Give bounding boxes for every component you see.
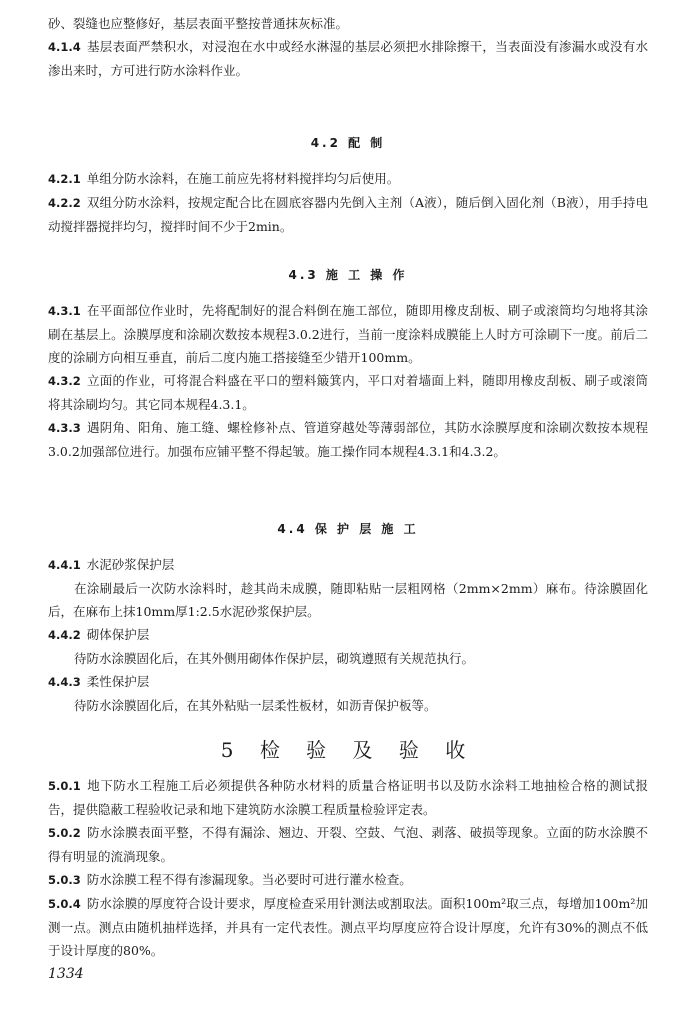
section-4-1-tail [48, 12, 648, 82]
clause-text: 防水涂膜工程不得有渗漏现象。当必要时可进行灌水检查。 [86, 872, 412, 887]
clause-number: 4.3.2 [48, 374, 81, 388]
clause-text: 待防水涂膜固化后，在其外侧用砌体作保护层，砌筑遵照有关规范执行。 [74, 651, 475, 666]
clause-text: 待防水涂膜固化后，在其外粘贴一层柔性板材，如沥青保护板等。 [74, 698, 437, 713]
clause-4-4-2-title [48, 623, 648, 647]
clause-4-1-4 [48, 35, 648, 82]
section-heading: 4.4 保 护 层 施 工 [277, 522, 419, 536]
clause-4-4-3-title [48, 670, 648, 694]
clause-number: 4.1.4 [48, 40, 81, 54]
clause-text: 在涂刷最后一次防水涂料时，趁其尚未成膜，随即粘贴一层粗网格（2mm×2mm）麻布。待涂膜固化后，在麻布上抹10mm厚1:2.5水泥砂浆保护层。 [48, 581, 648, 619]
clause-text: 防水涂膜表面平整，不得有漏涂、翘边、开裂、空鼓、气泡、剥落、破损等现象。立面的防水涂膜不得有明显的流淌现象。 [48, 825, 648, 864]
clause-text: 双组分防水涂料，按规定配合比在圆底容器内先倒入主剂（A液），随后倒入固化剂（B液），用手持电动搅拌器搅拌均匀，搅拌时间不少于2min。 [48, 195, 648, 234]
clause-number: 4.3.1 [48, 304, 81, 318]
clause-number: 4.4.3 [48, 675, 81, 689]
clause-number: 4.4.1 [48, 558, 81, 572]
clause-5-0-1 [48, 774, 648, 821]
clause-4-3-1 [48, 299, 648, 369]
clause-text: 地下防水工程施工后必须提供各种防水材料的质量合格证明书以及防水涂料工地抽检合格的测试报告，提供隐蔽工程验收记录和地下建筑防水涂膜工程质量检验评定表。 [48, 778, 648, 817]
clause-5-0-4 [48, 892, 648, 962]
clause-text: 在平面部位作业时，先将配制好的混合料倒在施工部位，随即用橡皮刮板、刷子或滚筒均匀地将其涂刷在基层上。涂膜厚度和涂刷次数按本规程3.0.2进行，当前一度涂料成膜能上人时方可涂刷下一度。前后二度的涂刷方向相互垂直，前后二度内施工搭接缝至少错开100mm。 [48, 303, 648, 365]
clause-4-2-1 [48, 167, 648, 191]
clause-4-4-1-title [48, 553, 648, 577]
section-5-0 [48, 774, 648, 962]
section-4-3 [48, 264, 648, 463]
clause-title: 柔性保护层 [86, 674, 150, 689]
clause-number: 4.2.1 [48, 172, 81, 186]
clause-text: 立面的作业，可将混合料盛在平口的塑料簸箕内，平口对着墙面上料，随即用橡皮刮板、刷子或滚筒将其涂刷均匀。其它同本规程4.3.1。 [48, 373, 648, 412]
clause-text: 单组分防水涂料，在施工前应先将材料搅拌均匀后使用。 [86, 171, 400, 186]
section-heading: 4.2 配 制 [310, 136, 386, 150]
clause-number: 4.4.2 [48, 628, 81, 642]
section-4-4 [48, 518, 648, 717]
section-4-2 [48, 132, 648, 238]
clause-number: 4.2.2 [48, 196, 81, 210]
clause-text: 防水涂膜的厚度符合设计要求，厚度检查采用针测法或割取法。面积100m²取三点，每增加100m²加测一点。测点由随机抽样选择，并具有一定代表性。测点平均厚度应符合设计厚度，允许有30%的测点不低于设计厚度的80%。 [48, 896, 648, 958]
clause-number: 5.0.4 [48, 897, 81, 911]
clause-5-0-3 [48, 868, 648, 892]
clause-title: 砌体保护层 [86, 627, 150, 642]
clause-number: 5.0.3 [48, 873, 81, 887]
clause-text: 遇阴角、阳角、施工缝、螺栓修补点、管道穿越处等薄弱部位，其防水涂膜厚度和涂刷次数按本规程3.0.2加强部位进行。加强布应铺平整不得起皱。施工操作同本规程4.3.1和4.3.2。 [48, 420, 648, 459]
chapter-title: 5 检 验 及 验 收 [220, 738, 476, 762]
clause-5-0-2 [48, 821, 648, 868]
clause-number: 4.3.3 [48, 421, 81, 435]
intro-line: 砂、裂缝也应整修好，基层表面平整按普通抹灰标准。 [48, 16, 349, 31]
clause-number: 5.0.2 [48, 826, 81, 840]
clause-4-2-2 [48, 191, 648, 238]
clause-number: 5.0.1 [48, 779, 81, 793]
clause-4-3-2 [48, 369, 648, 416]
clause-title: 水泥砂浆保护层 [86, 557, 175, 572]
section-heading: 4.3 施 工 操 作 [288, 268, 408, 282]
page-number: 1334 [48, 966, 84, 982]
clause-text: 基层表面严禁积水，对浸泡在水中或经水淋湿的基层必须把水排除擦干，当表面没有渗漏水或没有水渗出来时，方可进行防水涂料作业。 [48, 39, 648, 78]
clause-4-3-3 [48, 416, 648, 463]
